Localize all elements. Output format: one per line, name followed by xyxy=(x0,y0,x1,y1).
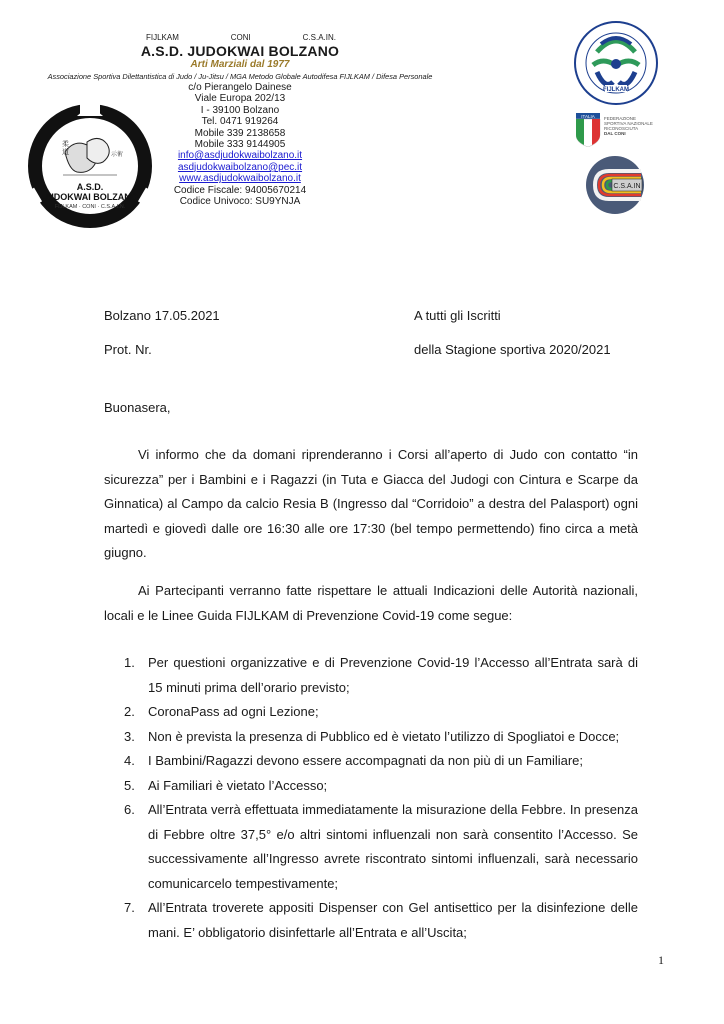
svg-text:道: 道 xyxy=(62,148,69,156)
svg-text:FIJLKAM · CONI · C.S.A.I.N.: FIJLKAM · CONI · C.S.A.I.N. xyxy=(54,204,126,210)
svg-text:示術: 示術 xyxy=(111,151,124,158)
list-item xyxy=(104,749,638,774)
affiliations-line xyxy=(146,33,336,42)
svg-text:JUDOKWAI BOLZANO: JUDOKWAI BOLZANO xyxy=(42,192,138,202)
judo-ring-icon xyxy=(25,102,155,230)
recipient-line-1: A tutti gli Iscritti xyxy=(414,308,501,323)
list-number: 1. xyxy=(124,655,135,670)
phone: Tel. 0471 919264 xyxy=(201,116,279,128)
svg-text:柔: 柔 xyxy=(62,140,69,148)
list-text: Non è prevista la presenza di Pubblico ed è vietato l’utilizzo di Spogliatoi e Docce; xyxy=(148,728,620,744)
protocol-number: Prot. Nr. xyxy=(104,342,152,357)
fijlkam-logo xyxy=(573,20,659,106)
list-number: 2. xyxy=(124,704,135,719)
list-item xyxy=(104,774,638,799)
svg-text:RICONOSCIUTA: RICONOSCIUTA xyxy=(604,126,639,131)
paragraph-rules-intro: Ai Partecipanti verranno fatte rispettare le attuali Indicazioni delle Autorità nazionali, locali e le Linee Guida FIJLKAM di Prevenzione Covid-19 come segue: xyxy=(104,583,638,623)
page-number: 1 xyxy=(658,953,664,967)
svg-text:FIJLKAM: FIJLKAM xyxy=(603,87,629,93)
svg-text:ITALIA: ITALIA xyxy=(581,114,595,119)
list-text: CoronaPass ad ogni Lezione; xyxy=(148,704,319,719)
recipient-line-2: della Stagione sportiva 2020/2021 xyxy=(414,342,611,357)
affiliation-coni: CONI xyxy=(230,33,251,42)
mobile-2: Mobile 333 9144905 xyxy=(194,139,286,151)
italia-shield-icon xyxy=(576,113,686,147)
greeting: Buonasera, xyxy=(104,400,171,415)
paragraph-courses: Vi informo che da domani riprenderanno i Corsi all’aperto di Judo con contatto “in sicurezza” per i Bambini e i Ragazzi (in Tuta e Giacca del Judogi con Cintura e Scarpe da Ginnatica) al Campo da calcio Resia B (Ingresso dal “Corridoio” a destra del Palasport) ogni martedì e giovedì dalle ore 16:30 alle ore 17:30 (bel tempo permettendo) fino circa a metà giugno. xyxy=(104,447,638,560)
fijlkam-emblem-icon xyxy=(573,20,659,106)
city: I - 39100 Bolzano xyxy=(200,104,280,116)
unique-code: Codice Univoco: SU9YNJA xyxy=(179,196,301,208)
affiliation-csain: C.S.A.IN. xyxy=(302,33,336,42)
svg-text:A.S.D.: A.S.D. xyxy=(76,182,104,192)
club-motto: Arti Marziali dal 1977 xyxy=(190,59,290,70)
list-text: All’Entrata verrà effettuata immediatamente la misurazione della Febbre. In presenza di Febbre oltre 37,5° e/o altri sintomi influenzali non sarà consentito l’Accesso. Se successivamente all’Ingresso avrete riscontrato sintomi influenzali, sarà necessario comunicarcelo tempestivamente; xyxy=(148,802,638,891)
coni-logo xyxy=(576,113,686,147)
list-number: 6. xyxy=(124,802,135,817)
care-of: c/o Pierangelo Dainese xyxy=(188,82,292,93)
csain-emblem-icon xyxy=(585,155,645,215)
svg-text:DAL CONI: DAL CONI xyxy=(604,131,626,136)
club-description: Associazione Sportiva Dilettantistica di Judo / Ju-Jitsu / MGA Metodo Globale Autodifesa FIJLKAM / Difesa Personale xyxy=(47,72,433,81)
contact-block xyxy=(140,82,340,207)
list-text: Ai Familiari è vietato l’Accesso; xyxy=(148,777,328,793)
list-number: 4. xyxy=(124,753,135,768)
list-item xyxy=(104,798,638,896)
mobile-1: Mobile 339 2138658 xyxy=(194,127,286,139)
list-number: 3. xyxy=(124,728,135,744)
club-name: A.S.D. JUDOKWAI BOLZANO xyxy=(140,43,340,59)
rules-list xyxy=(104,651,638,945)
fiscal-code: Codice Fiscale: 94005670214 xyxy=(173,184,307,196)
list-item xyxy=(104,651,638,700)
email-link[interactable]: info@asdjudokwaibolzano.it xyxy=(177,150,303,162)
list-item xyxy=(104,896,638,945)
list-item xyxy=(104,725,638,750)
svg-text:FEDERAZIONE: FEDERAZIONE xyxy=(604,116,637,121)
list-text: All’Entrata troverete appositi Dispenser con Gel antisettico per la disinfezione delle mani. E’ obbligatorio disinfettarle all’Entrata e all’Uscita; xyxy=(148,900,638,940)
pec-link[interactable]: asdjudokwaibolzano@pec.it xyxy=(177,161,303,173)
list-number: 5. xyxy=(124,777,135,793)
svg-text:SPORTIVA NAZIONALE: SPORTIVA NAZIONALE xyxy=(604,121,653,126)
svg-text:C.S.A.IN: C.S.A.IN xyxy=(613,183,641,190)
street-address: Viale Europa 202/13 xyxy=(194,93,286,105)
list-item xyxy=(104,700,638,725)
website-link[interactable]: www.asdjudokwaibolzano.it xyxy=(179,173,301,185)
list-number: 7. xyxy=(124,900,135,915)
club-logo xyxy=(25,102,155,230)
list-text: I Bambini/Ragazzi devono essere accompagnati da non più di un Familiare; xyxy=(148,753,584,768)
csain-logo xyxy=(585,155,645,215)
place-date: Bolzano 17.05.2021 xyxy=(104,308,220,323)
list-text: Per questioni organizzative e di Prevenzione Covid-19 l’Accesso all’Entrata sarà di 15 minuti prima dell’orario previsto; xyxy=(148,655,638,695)
affiliation-fijlkam: FIJLKAM xyxy=(146,33,179,42)
